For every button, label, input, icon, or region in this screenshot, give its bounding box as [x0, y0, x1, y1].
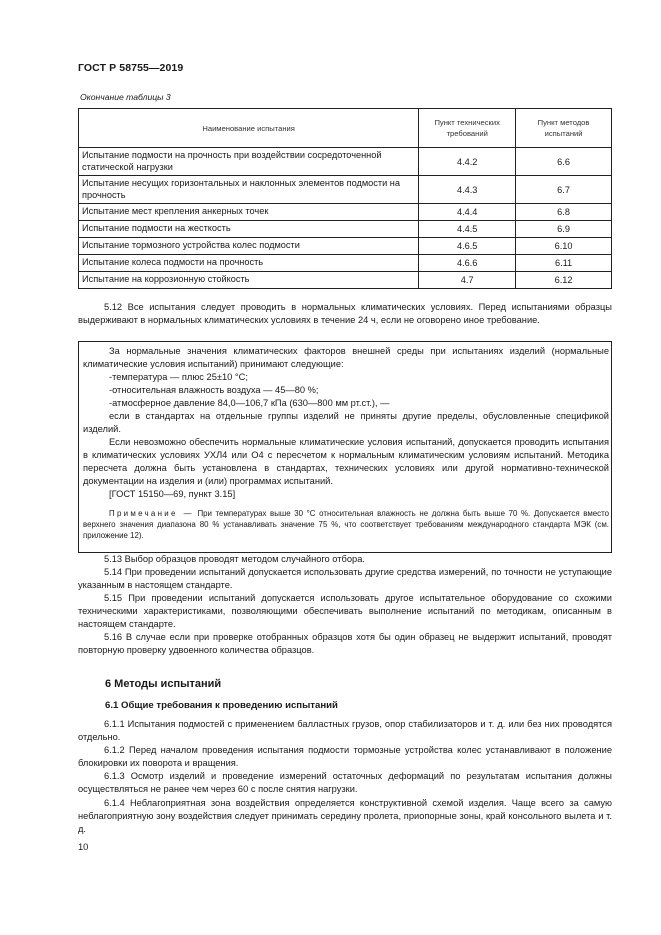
paragraph-6-1-2: 6.1.2 Перед началом проведения испытания подмости тормозные устройства колес устанавливают в положение блокировки их поворота и вращения.	[78, 745, 612, 769]
table-cell-name: Испытание подмости на прочность при воздействии сосредоточенной статической нагрузки	[79, 148, 419, 176]
column-header-name: Наименование испытания	[79, 109, 419, 148]
paragraph-6-1-4: 6.1.4 Неблагоприятная зона воздействия определяется конструктивной схемой изделия. Чаще всего за самую неблагоприятную зону воздействия следует принимать середину пролета, приопорные зоны, край консольного вылета и т. д.	[78, 798, 612, 835]
table-row	[79, 255, 612, 272]
table-header-row	[79, 109, 612, 148]
table-cell-requirement: 4.7	[419, 272, 516, 289]
table-cell-name: Испытание несущих горизонтальных и наклонных элементов подмости на прочность	[79, 176, 419, 204]
table-row	[79, 204, 612, 221]
table-cell-name: Испытание мест крепления анкерных точек	[79, 204, 419, 221]
table-row	[79, 221, 612, 238]
paragraph-5-15: 5.15 При проведении испытаний допускается использовать другое испытательное оборудование со схожими техническими характеристиками, позволяющими обеспечивать выполнение испытаний по методикам, описанным в настоящем стандарте.	[78, 593, 612, 630]
paragraph-5-13: 5.13 Выбор образцов проводят методом случайного отбора.	[104, 554, 365, 564]
table-cell-method: 6.12	[516, 272, 612, 289]
table-cell-requirement: 4.4.2	[419, 148, 516, 176]
table-row	[79, 238, 612, 255]
table-cell-method: 6.6	[516, 148, 612, 176]
paragraph-6-1-1: 6.1.1 Испытания подмостей с применением балластных грузов, опор стабилизаторов и т. д. или без них проводятся отдельно.	[78, 719, 612, 743]
table-cell-method: 6.9	[516, 221, 612, 238]
note-label: Примечание —	[109, 509, 194, 518]
box-recalculation: Если невозможно обеспечить нормальные климатические условия испытаний, допускается проводить испытания в климатических условиях УХЛ4 или О4 с пересчетом к нормальным климатическим условиям испытаний. Методика пересчета должна быть установлена в стандартах, технических условиях или другой нормативно-технической документации на изделия и (или) программах испытаний.	[83, 437, 609, 487]
paragraph-5-16: 5.16 В случае если при проверке отобранных образцов хотя бы один образец не выдержит испытаний, проводят повторную проверку удвоенного количества образцов.	[78, 632, 612, 656]
paragraph-5-14: 5.14 При проведении испытаний допускается использовать другие средства измерений, по точности не уступающие указанным в настоящем стандарте.	[78, 567, 612, 591]
table-row	[79, 148, 612, 176]
paragraph-5-12: 5.12 Все испытания следует проводить в нормальных климатических условиях. Перед испытаниями образцы выдерживают в нормальных климатических условиях в течение 24 ч, если не оговорено иное требование.	[78, 302, 612, 326]
box-condition: если в стандартах на отдельные группы изделий не приняты другие пределы, обусловленные спецификой изделий.	[83, 411, 609, 435]
table-cell-name: Испытание на коррозионную стойкость	[79, 272, 419, 289]
table-cell-name: Испытание колеса подмости на прочность	[79, 255, 419, 272]
box-intro: За нормальные значения климатических факторов внешней среды при испытаниях изделий (нормальные климатические условия испытаний) принимают следующие:	[83, 346, 609, 370]
section-6-title: 6 Методы испытаний	[105, 678, 222, 690]
table-cell-method: 6.11	[516, 255, 612, 272]
table-cell-requirement: 4.4.5	[419, 221, 516, 238]
table-cell-method: 6.10	[516, 238, 612, 255]
box-item-pressure: -атмосферное давление 84,0—106,7 кПа (630—800 мм рт.ст.), —	[109, 398, 390, 408]
table-cell-requirement: 4.6.6	[419, 255, 516, 272]
column-header-requirements: Пункт технических требований	[419, 109, 516, 148]
table-cell-requirement: 4.4.3	[419, 176, 516, 204]
note-text: При температурах выше 30 °С относительная влажность не должна быть выше 70 %. Допускается вместо верхнего значения диапазона 80 % устанавливать значение 75 %, что соответствует требованиям международного стандарта МЭК (см. приложение 12).	[83, 509, 610, 541]
box-note	[83, 508, 609, 542]
table-cell-requirement: 4.4.4	[419, 204, 516, 221]
table-cell-name: Испытание подмости на жесткость	[79, 221, 419, 238]
table-row	[79, 272, 612, 289]
subsection-6-1-title: 6.1 Общие требования к проведению испытаний	[105, 700, 338, 711]
box-reference: [ГОСТ 15150—69, пункт 3.15]	[109, 489, 236, 499]
table-cell-name: Испытание тормозного устройства колес подмости	[79, 238, 419, 255]
page-number: 10	[78, 842, 89, 852]
tests-table	[78, 108, 612, 289]
column-header-methods: Пункт методов испытаний	[516, 109, 612, 148]
box-item-temperature: -температура — плюс 25±10 °С;	[109, 372, 248, 382]
box-item-humidity: -относительная влажность воздуха — 45—80 %;	[109, 385, 319, 395]
table-cell-requirement: 4.6.5	[419, 238, 516, 255]
paragraph-6-1-3: 6.1.3 Осмотр изделий и проведение измерений остаточных деформаций по результатам испытания должны осуществляться не ранее чем через 60 с после снятия нагрузки.	[78, 771, 612, 795]
quoted-standard-box	[78, 341, 612, 553]
table-cell-method: 6.8	[516, 204, 612, 221]
table-cell-method: 6.7	[516, 176, 612, 204]
table-caption: Окончание таблицы 3	[80, 92, 171, 102]
table-row	[79, 176, 612, 204]
document-header: ГОСТ Р 58755—2019	[78, 62, 184, 74]
